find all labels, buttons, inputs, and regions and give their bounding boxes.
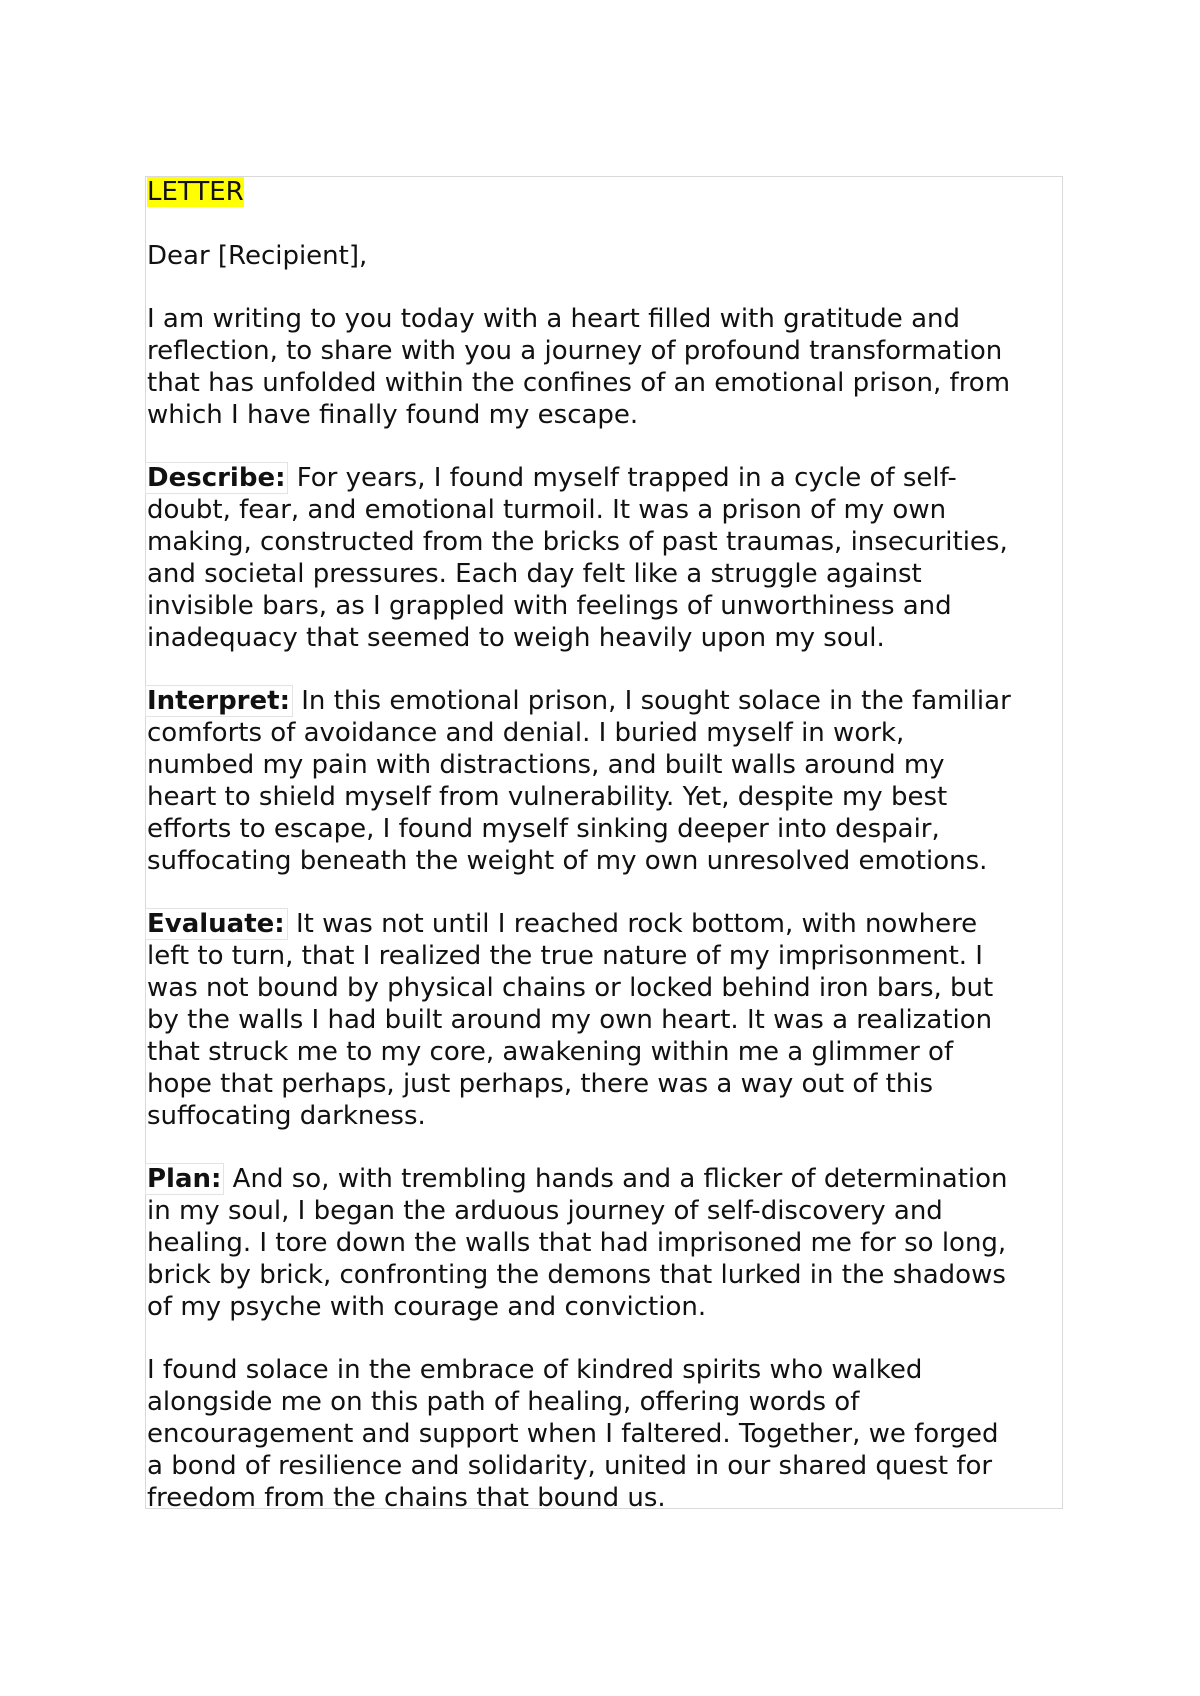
- letter-body: [147, 176, 1065, 1545]
- intro-line: that has unfolded within the confines of an emotional prison, from: [147, 368, 1011, 398]
- evaluate-line: by the walls I had built around my own heart. It was a realization: [147, 1005, 993, 1035]
- closing-line: a bond of resilience and solidarity, united in our shared quest for: [147, 1451, 993, 1481]
- salutation-paragraph: [147, 240, 1065, 272]
- describe-line: doubt, fear, and emotional turmoil. It was a prison of my own: [147, 495, 947, 525]
- describe-line: invisible bars, as I grappled with feelings of unworthiness and: [147, 591, 952, 621]
- interpret-line: numbed my pain with distractions, and built walls around my: [147, 750, 945, 780]
- describe-line: and societal pressures. Each day felt like a struggle against: [147, 559, 922, 589]
- letter-heading-line: [147, 176, 1065, 208]
- intro-line: reflection, to share with you a journey of profound transformation: [147, 336, 1003, 366]
- plan-line: of my psyche with courage and conviction.: [147, 1292, 707, 1322]
- interpret-text: In this emotional prison, I sought solace in the familiar: [292, 686, 1011, 716]
- letter-heading: LETTER: [147, 177, 244, 207]
- intro-paragraph: [147, 303, 1065, 431]
- evaluate-line: left to turn, that I realized the true nature of my imprisonment. I: [147, 941, 983, 971]
- interpret-paragraph: [147, 685, 1065, 877]
- describe-line: inadequacy that seemed to weigh heavily upon my soul.: [147, 623, 885, 653]
- plan-label: Plan:: [145, 1163, 224, 1195]
- interpret-line: heart to shield myself from vulnerability. Yet, despite my best: [147, 782, 948, 812]
- evaluate-label: Evaluate:: [145, 908, 288, 940]
- evaluate-paragraph: [147, 908, 1065, 1132]
- intro-line: I am writing to you today with a heart filled with gratitude and: [147, 304, 960, 334]
- salutation: Dear [Recipient],: [147, 241, 368, 271]
- interpret-line: suffocating beneath the weight of my own unresolved emotions.: [147, 846, 988, 876]
- closing-line: I found solace in the embrace of kindred spirits who walked: [147, 1355, 923, 1385]
- describe-text: For years, I found myself trapped in a cycle of self-: [288, 463, 957, 493]
- evaluate-line: was not bound by physical chains or locked behind iron bars, but: [147, 973, 994, 1003]
- interpret-line: comforts of avoidance and denial. I buried myself in work,: [147, 718, 905, 748]
- plan-line: healing. I tore down the walls that had imprisoned me for so long,: [147, 1228, 1007, 1258]
- interpret-line: efforts to escape, I found myself sinking deeper into despair,: [147, 814, 940, 844]
- closing-line: freedom from the chains that bound us.: [147, 1483, 666, 1513]
- plan-paragraph: [147, 1163, 1065, 1323]
- plan-line: [147, 1163, 1065, 1195]
- evaluate-text: It was not until I reached rock bottom, with nowhere: [287, 909, 978, 939]
- plan-line: brick by brick, confronting the demons that lurked in the shadows: [147, 1260, 1006, 1290]
- intro-line: which I have finally found my escape.: [147, 400, 639, 430]
- evaluate-line: suffocating darkness.: [147, 1101, 426, 1131]
- evaluate-line: that struck me to my core, awakening within me a glimmer of: [147, 1037, 954, 1067]
- plan-line: in my soul, I began the arduous journey of self-discovery and: [147, 1196, 943, 1226]
- evaluate-line: [147, 908, 1065, 940]
- describe-line: making, constructed from the bricks of past traumas, insecurities,: [147, 527, 1008, 557]
- interpret-line: [147, 685, 1065, 717]
- describe-line: [147, 462, 1065, 494]
- evaluate-line: hope that perhaps, just perhaps, there was a way out of this: [147, 1069, 934, 1099]
- interpret-label: Interpret:: [145, 685, 293, 717]
- closing-line: encouragement and support when I faltered. Together, we forged: [147, 1419, 999, 1449]
- describe-label: Describe:: [145, 462, 288, 494]
- plan-text: And so, with trembling hands and a flicker of determination: [224, 1164, 1008, 1194]
- describe-paragraph: [147, 462, 1065, 654]
- closing-paragraph: [147, 1354, 1065, 1514]
- closing-line: alongside me on this path of healing, offering words of: [147, 1387, 860, 1417]
